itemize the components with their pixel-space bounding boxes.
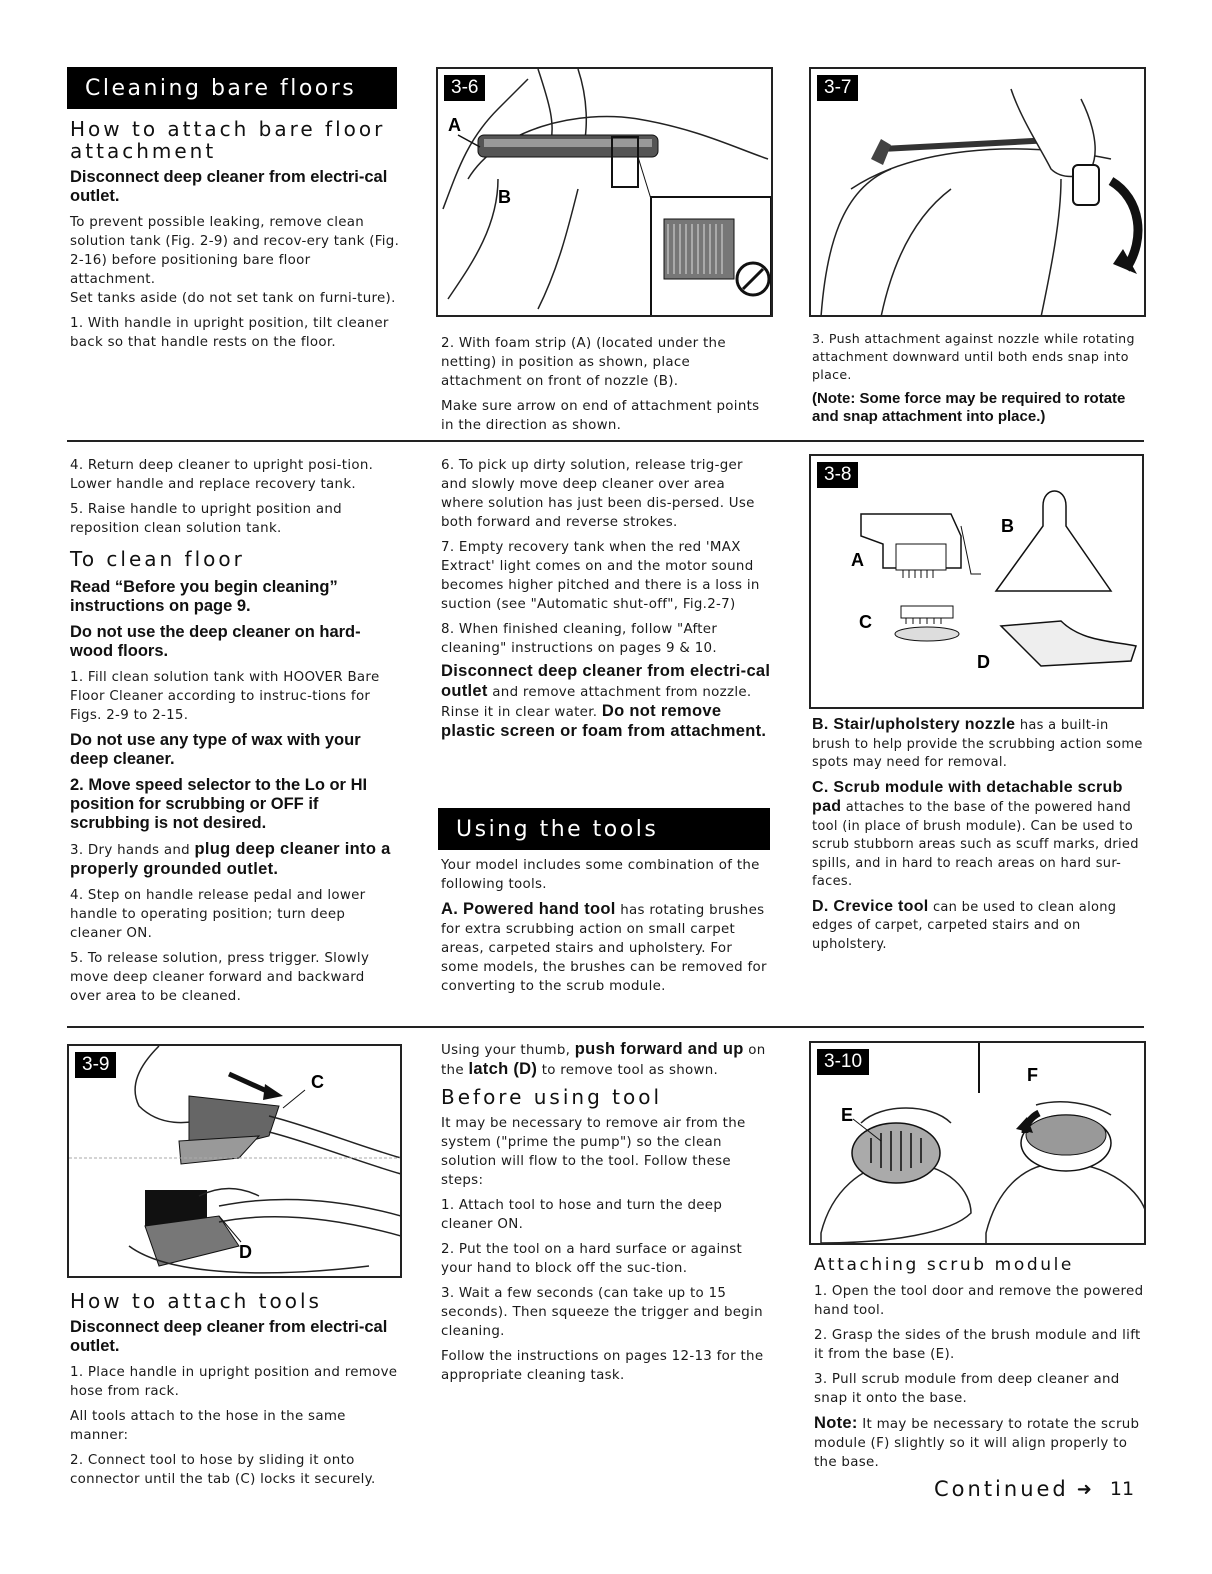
label-d: D — [977, 652, 990, 672]
step-text: 3. Dry hands and — [70, 843, 195, 858]
figure-label: 3-8 — [817, 462, 858, 488]
step: 6. To pick up dirty solution, release trig-ger and slowly move deep cleaner over area where solution has just been dis-persed. Use both forward and reverse strokes. — [441, 458, 755, 530]
paragraph: It may be necessary to remove air from the system ("prime the pump") so the clean solution will flow to the tool. Follow these steps: — [441, 1116, 746, 1188]
paragraph: Follow the instructions on pages 12-13 for the appropriate cleaning task. — [441, 1349, 764, 1383]
using-tools-banner: Using the tools — [438, 808, 770, 850]
paragraph: Make sure arrow on end of attachment points in the direction as shown. — [441, 399, 760, 433]
section-title: How to attach bare floor attachment — [70, 117, 386, 163]
tool-a — [441, 900, 771, 996]
bold-text: latch (D) — [468, 1060, 538, 1078]
step: 1. With handle in upright position, tilt cleaner back so that handle rests on the floor. — [70, 316, 389, 350]
divider — [67, 440, 1144, 442]
figure-3-8 — [809, 454, 1144, 709]
figure-3-7-drawing — [811, 69, 1146, 317]
section-title: Attaching scrub module — [814, 1255, 1074, 1275]
col3-mid — [812, 716, 1144, 960]
label-b: B — [498, 187, 511, 207]
note-text: It may be necessary to rotate the scrub module (F) slightly so it will align properly to the base. — [814, 1417, 1140, 1470]
figure-3-9 — [67, 1044, 402, 1278]
warning: Disconnect deep cleaner from electri-cal outlet. — [70, 168, 388, 205]
step: 2. Connect tool to hose by sliding it onto connector until the tab (C) locks it securely. — [70, 1453, 376, 1487]
text: Using your thumb, — [441, 1043, 575, 1058]
label-e: E — [841, 1105, 854, 1125]
step — [70, 840, 400, 880]
disconnect-note — [441, 662, 771, 742]
arrow-icon: ➜ — [1076, 1478, 1092, 1500]
step: 3. Wait a few seconds (can take up to 15 seconds). Then squeeze the trigger and begin cleaning. — [441, 1286, 763, 1339]
col1-bot — [70, 1290, 402, 1495]
note: (Note: Some force may be required to rotate and snap attachment into place.) — [812, 390, 1126, 425]
step: 2. Put the tool on a hard surface or against your hand to block off the suc-tion. — [441, 1242, 743, 1276]
label-a: A — [851, 550, 864, 570]
paragraph: Set tanks aside (do not set tank on furni-ture). — [70, 291, 396, 306]
tool-b-name: B. Stair/upholstery nozzle — [812, 716, 1016, 733]
figure-label: 3-7 — [817, 75, 858, 101]
step: 1. Fill clean solution tank with HOOVER Bare Floor Cleaner according to instruc-tions for Figs. 2-9 to 2-15. — [70, 670, 380, 723]
figure-label: 3-6 — [444, 75, 485, 101]
section-title: Before using tool — [441, 1085, 662, 1109]
tool-d — [812, 898, 1144, 955]
step: 1. Open the tool door and remove the powered hand tool. — [814, 1284, 1144, 1318]
label-c: C — [311, 1072, 324, 1092]
step: 2. Grasp the sides of the brush module and lift it from the base (E). — [814, 1328, 1141, 1362]
tool-b — [812, 716, 1144, 773]
divider — [67, 1026, 1144, 1028]
col3-bot — [814, 1254, 1146, 1478]
tool-d-desc: can be used to clean along edges of carpet, carpeted stairs and on upholstery. — [812, 899, 1117, 952]
bold-text: Disconnect deep cleaner from electri-cal outlet — [441, 662, 771, 700]
figure-3-9-drawing — [69, 1046, 402, 1278]
section-title: To clean floor — [70, 547, 245, 571]
label-d: D — [239, 1242, 252, 1262]
figure-3-6 — [436, 67, 773, 317]
footer — [934, 1474, 1144, 1504]
warning: Disconnect deep cleaner from electri-cal outlet. — [70, 1318, 388, 1355]
col1-mid — [70, 456, 400, 1012]
label-c: C — [859, 612, 872, 632]
step: 4. Step on handle release pedal and lower handle to operating position; turn deep cleaner ON. — [70, 888, 366, 941]
cleaning-bare-floors-banner: Cleaning bare floors — [67, 67, 397, 109]
note-label: Note: — [814, 1414, 858, 1432]
tool-b-desc: has a built-in brush to help provide the scrubbing action some spots may need for removal. — [812, 718, 1143, 770]
tool-c-desc: attaches to the base of the powered hand tool (in place of brush module). Can be used to scrub stubborn areas such as scuff marks, dried spills, and in hard to reach areas on hard sur-faces. — [812, 800, 1139, 889]
tool-a-name: A. Powered hand tool — [441, 900, 616, 918]
step: 7. Empty recovery tank when the red 'MAX Extract' light comes on and the motor sound becomes higher pitched and there is a loss in suction (see "Automatic shut-off", Fig.2-7) — [441, 540, 760, 612]
tool-c-name: C. Scrub module with detachable scrub pad — [812, 778, 1123, 815]
paragraph: To prevent possible leaking, remove clean solution tank (Fig. 2-9) and recov-ery tank (Fig. 2-16) before positioning bare floor attachment. — [70, 215, 400, 287]
step: 3. Push attachment against nozzle while rotating attachment downward until both ends snap into place. — [812, 331, 1135, 382]
step: 2. With foam strip (A) (located under the netting) in position as shown, place attachment on front of nozzle (B). — [441, 336, 726, 389]
fig36-text — [441, 334, 771, 441]
fig37-text — [812, 330, 1142, 426]
continued-label: Continued — [934, 1477, 1069, 1501]
warning: Do not use the deep cleaner on hard-wood floors. — [70, 623, 361, 660]
tool-c — [812, 779, 1144, 892]
label-f: F — [1027, 1065, 1038, 1085]
figure-3-10 — [809, 1041, 1146, 1245]
step: 8. When finished cleaning, follow "After cleaning" instructions on pages 9 & 10. — [441, 622, 718, 656]
figure-3-6-drawing — [438, 69, 773, 317]
paragraph: All tools attach to the hose in the same manner: — [70, 1409, 346, 1443]
col1-top — [70, 118, 400, 358]
figure-label: 3-10 — [817, 1049, 869, 1075]
text: on the — [441, 1043, 766, 1078]
figure-label: 3-9 — [75, 1052, 116, 1078]
col2-tools — [441, 856, 771, 1002]
tool-a-desc: has rotating brushes for extra scrubbing action on small carpet areas, carpeted stairs and upholstery. For some models, the brushes can be removed for converting to the scrub module. — [441, 903, 767, 994]
step: 5. Raise handle to upright position and reposition clean solution tank. — [70, 502, 342, 536]
tool-d-name: D. Crevice tool — [812, 897, 929, 915]
label-b: B — [1001, 516, 1014, 536]
intro: Your model includes some combination of the following tools. — [441, 858, 760, 892]
text: to remove tool as shown. — [537, 1063, 719, 1078]
figure-3-7 — [809, 67, 1146, 317]
step: 5. To release solution, press trigger. Slowly move deep cleaner forward and backward over area to be cleaned. — [70, 951, 370, 1004]
page-number: 11 — [1109, 1478, 1135, 1500]
step-bold: plug deep cleaner into a properly grounded outlet. — [70, 840, 391, 878]
label-a: A — [448, 115, 461, 135]
figure-3-8-drawing — [811, 456, 1144, 709]
step: 4. Return deep cleaner to upright posi-tion. Lower handle and replace recovery tank. — [70, 458, 374, 492]
col2-bot — [441, 1040, 773, 1391]
step: 1. Place handle in upright position and remove hose from rack. — [70, 1365, 398, 1399]
note — [814, 1414, 1146, 1472]
bold-text: push forward and up — [574, 1040, 744, 1058]
step: 1. Attach tool to hose and turn the deep cleaner ON. — [441, 1198, 723, 1232]
warning: Do not use any type of wax with your deep cleaner. — [70, 731, 361, 768]
step: 2. Move speed selector to the Lo or HI position for scrubbing or OFF if scrubbing is not desired. — [70, 776, 368, 832]
col2-mid — [441, 456, 771, 748]
read-first: Read “Before you begin cleaning” instructions on page 9. — [70, 578, 338, 615]
text: and remove attachment from nozzle. Rinse it in clear water. — [441, 685, 752, 720]
bold-text: Do not remove plastic screen or foam from attachment. — [441, 702, 767, 740]
step: 3. Pull scrub module from deep cleaner and snap it onto the base. — [814, 1372, 1120, 1406]
section-title: How to attach tools — [70, 1289, 322, 1313]
latch-instruction — [441, 1040, 773, 1080]
